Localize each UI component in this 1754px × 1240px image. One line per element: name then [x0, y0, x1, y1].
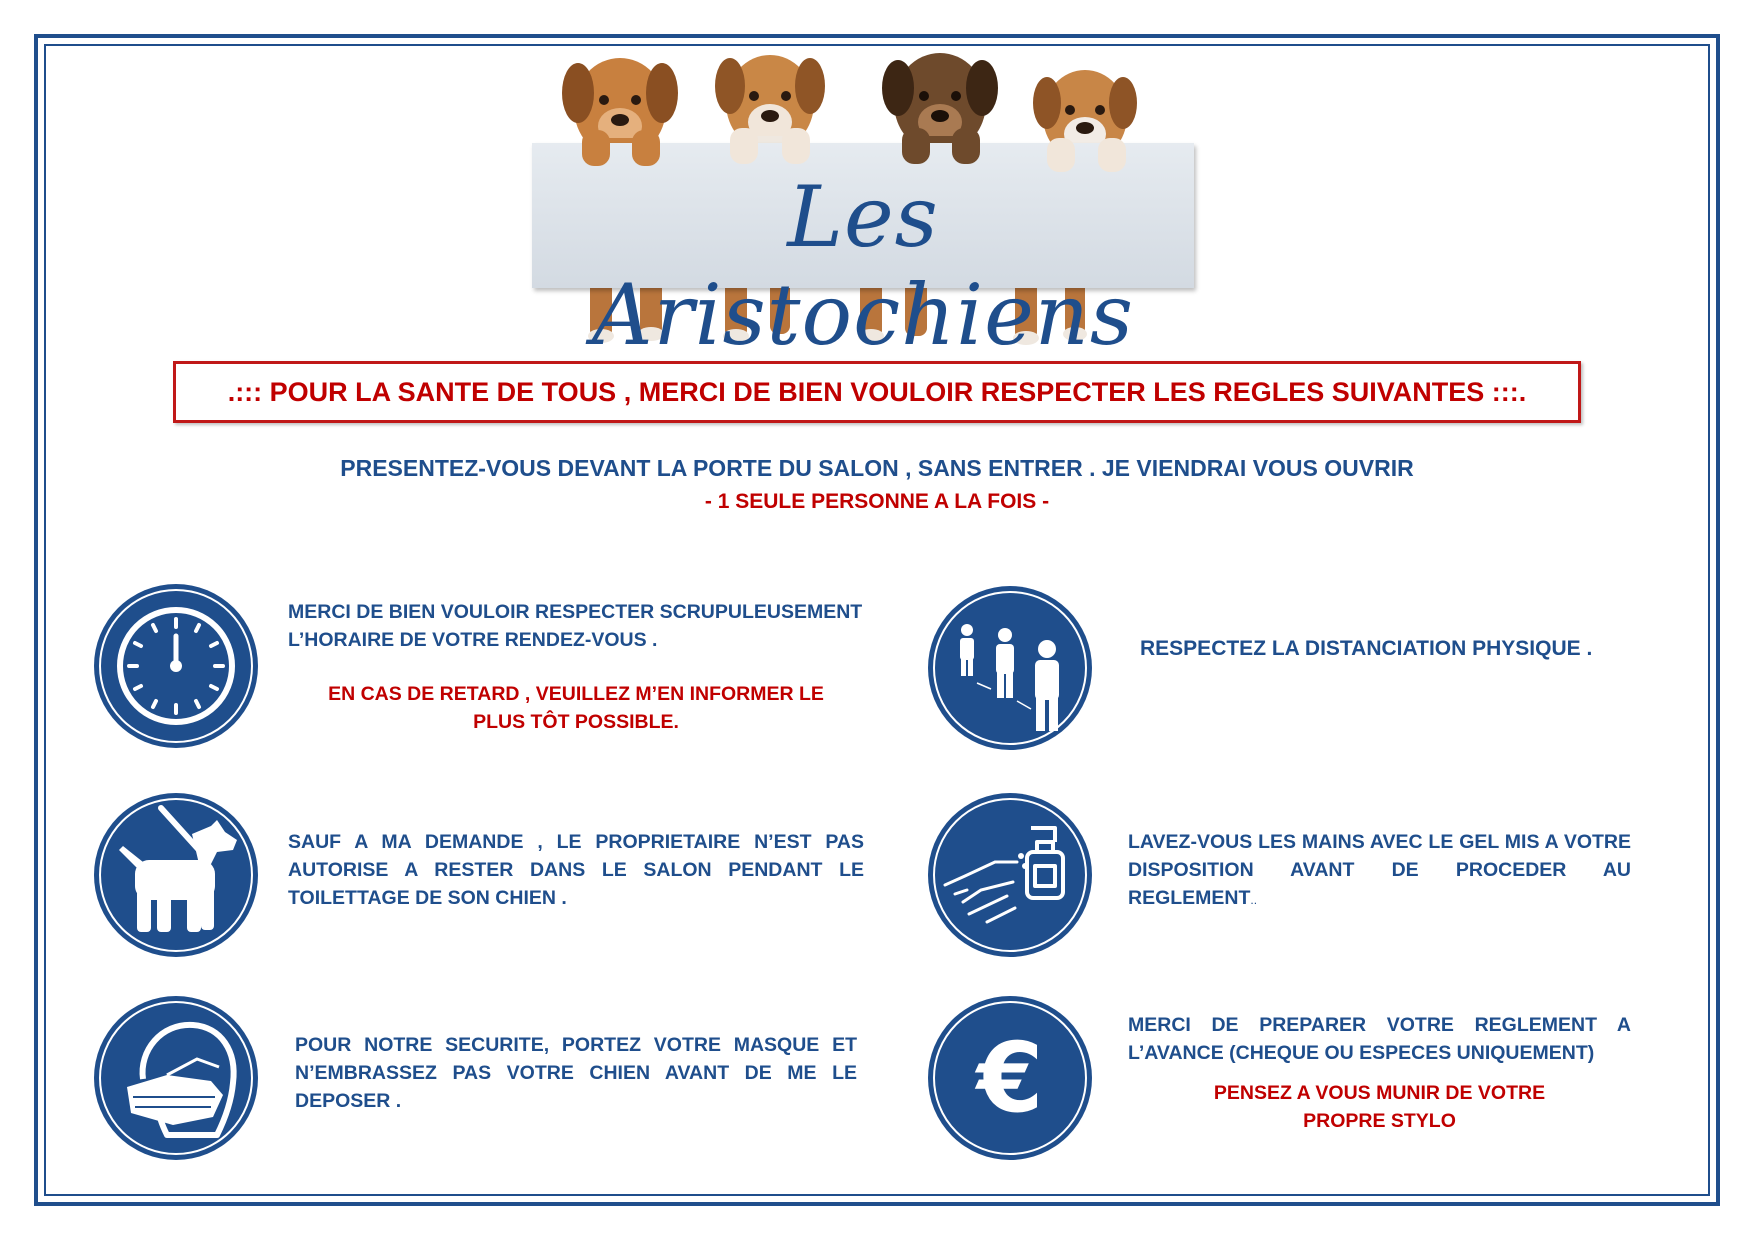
rule-mask-text: POUR NOTRE SECURITE, PORTEZ VOTRE MASQUE ET N’EMBRASSEZ PAS VOTRE CHIEN AVANT DE ME LE DEPOSER . — [295, 1034, 857, 1112]
social-distance-icon — [925, 583, 1095, 753]
rule-schedule-text — [288, 598, 888, 654]
rule-payment-warn1: PENSEZ A VOUS MUNIR DE VOTRE — [1213, 1082, 1546, 1104]
logo-text: Les Aristochiens — [591, 168, 1135, 364]
intro-highlight: - 1 SEULE PERSONNE A LA FOIS - — [704, 490, 1050, 513]
face-mask-icon — [91, 993, 261, 1163]
rule-hands-main: LAVEZ-VOUS LES MAINS AVEC LE GEL MIS A VOTRE DISPOSITION AVANT DE PROCEDER AU REGLEMENT — [1128, 831, 1631, 909]
rule-payment-warn2: PROPRE STYLO — [1303, 1110, 1456, 1132]
rule-distance-text: RESPECTEZ LA DISTANCIATION PHYSIQUE . — [1140, 637, 1593, 660]
logo — [520, 48, 1220, 364]
rule-schedule-line1: MERCI DE BIEN VOULOIR RESPECTER SCRUPULEUSEMENT — [288, 601, 863, 623]
dog-on-leash-icon — [91, 790, 261, 960]
svg-text:€: € — [976, 1022, 1044, 1134]
intro-line: PRESENTEZ-VOUS DEVANT LA PORTE DU SALON , SANS ENTRER . JE VIENDRAI VOUS OUVRIR — [340, 455, 1414, 481]
rule-owner-text: SAUF A MA DEMANDE , LE PROPRIETAIRE N’EST PAS AUTORISE A RESTER DANS LE SALON PENDANT LE TOILETTAGE DE SON CHIEN . — [288, 831, 864, 909]
hand-sanitizer-icon — [925, 790, 1095, 960]
rule-schedule-warn1: EN CAS DE RETARD , VEUILLEZ M’EN INFORMER LE — [328, 683, 824, 705]
rule-hands-text — [1128, 828, 1631, 914]
rule-schedule-warn2: PLUS TÔT POSSIBLE. — [473, 711, 679, 733]
euro-icon — [925, 993, 1095, 1163]
rule-payment-text: MERCI DE PREPARER VOTRE REGLEMENT A L’AVANCE (CHEQUE OU ESPECES UNIQUEMENT) — [1128, 1014, 1631, 1064]
rule-schedule-warning — [288, 680, 864, 736]
rule-schedule-line2: L’HORAIRE DE VOTRE RENDEZ-VOUS . — [288, 629, 658, 651]
rules-banner — [173, 361, 1581, 423]
rule-payment-warning — [1128, 1079, 1631, 1135]
banner-text: .::: POUR LA SANTE DE TOUS , MERCI DE BIEN VOULOIR RESPECTER LES REGLES SUIVANTES :::. — [227, 376, 1527, 407]
rule-hands-suffix: .. — [1250, 893, 1258, 907]
clock-icon — [91, 581, 261, 751]
